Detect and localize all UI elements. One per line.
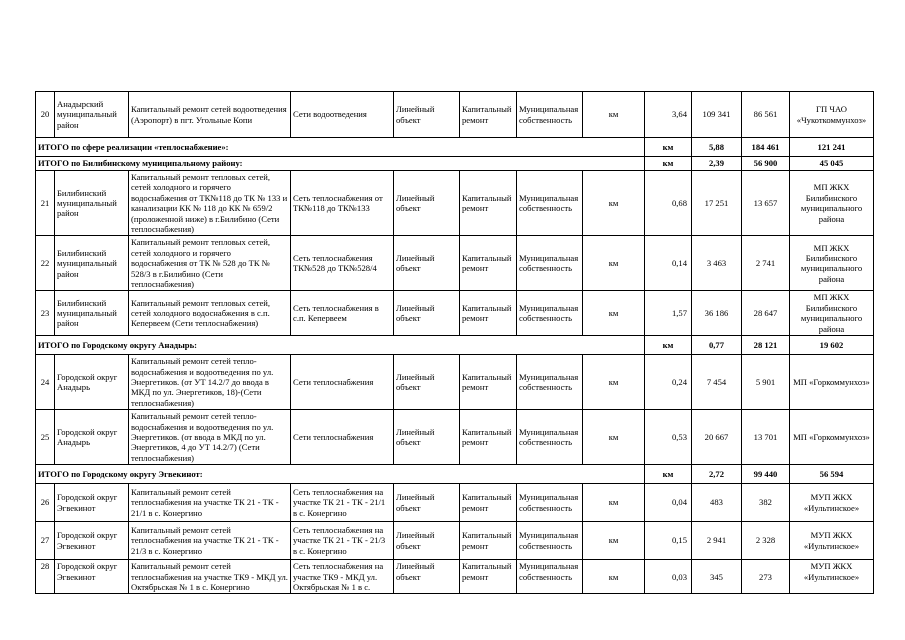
ownership-cell: Муниципальная собственность: [517, 522, 583, 560]
territory-cell: Билибинский муниципальный район: [55, 291, 129, 336]
object-type-cell: Линейный объект: [394, 171, 460, 236]
executor-cell: МП «Горкоммунхоз»: [790, 355, 874, 410]
unit-cell: км: [645, 336, 692, 355]
budget-cost-cell: 13 657: [742, 171, 790, 236]
row-number-cell: 24: [36, 355, 55, 410]
object-cell: Сети теплоснабжения: [291, 410, 394, 465]
total-cost-cell: 184 461: [742, 138, 790, 157]
budget-cost-cell: 273: [742, 560, 790, 594]
table-row: [36, 560, 874, 594]
row-number-cell: 23: [36, 291, 55, 336]
object-cell: Сеть теплоснабжения от ТК№118 до ТК№133: [291, 171, 394, 236]
budget-cost-cell: 45 045: [790, 157, 874, 171]
work-category-cell: Капитальный ремонт: [460, 484, 517, 522]
total-cost-cell: 20 667: [692, 410, 742, 465]
table-body: [36, 92, 874, 594]
work-description-cell: Капитальный ремонт сетей теплоснабжения на участке ТК 21 - ТК - 21/1 в с. Конергино: [129, 484, 291, 522]
unit-cell: км: [583, 291, 645, 336]
total-cost-cell: 109 341: [692, 92, 742, 138]
object-cell: Сеть теплоснабжения на участке ТК 21 - ТК - 21/1 в с. Конергино: [291, 484, 394, 522]
row-number-cell: 27: [36, 522, 55, 560]
length-cell: 0,24: [645, 355, 692, 410]
budget-cost-cell: 2 741: [742, 236, 790, 291]
unit-cell: км: [583, 560, 645, 594]
unit-cell: км: [583, 236, 645, 291]
unit-cell: км: [645, 157, 692, 171]
territory-cell: Городской округ Эгвекинот: [55, 484, 129, 522]
object-type-cell: Линейный объект: [394, 236, 460, 291]
ownership-cell: Муниципальная собственность: [517, 236, 583, 291]
territory-cell: Билибинский муниципальный район: [55, 171, 129, 236]
table-row: [36, 355, 874, 410]
budget-cost-cell: 382: [742, 484, 790, 522]
budget-cost-cell: 19 602: [790, 336, 874, 355]
work-category-cell: Капитальный ремонт: [460, 560, 517, 594]
total-cost-cell: 56 900: [742, 157, 790, 171]
unit-cell: км: [583, 410, 645, 465]
investment-program-table: [35, 91, 874, 594]
object-cell: Сеть теплоснабжения на участке ТК9 - МКД ул. Октябрьская № 1 в с.: [291, 560, 394, 594]
object-type-cell: Линейный объект: [394, 522, 460, 560]
length-cell: 2,39: [692, 157, 742, 171]
length-cell: 0,15: [645, 522, 692, 560]
total-cost-cell: 7 454: [692, 355, 742, 410]
budget-cost-cell: 56 594: [790, 465, 874, 484]
object-type-cell: Линейный объект: [394, 484, 460, 522]
table-row: [36, 522, 874, 560]
budget-cost-cell: 13 701: [742, 410, 790, 465]
row-number-cell: 25: [36, 410, 55, 465]
length-cell: 2,72: [692, 465, 742, 484]
subtotal-label: ИТОГО по Городскому округу Эгвекинот:: [36, 465, 645, 484]
executor-cell: МП ЖКХ Билибинского муниципального района: [790, 171, 874, 236]
row-number-cell: 20: [36, 92, 55, 138]
length-cell: 3,64: [645, 92, 692, 138]
length-cell: 0,68: [645, 171, 692, 236]
territory-cell: Анадырский муниципальный район: [55, 92, 129, 138]
executor-cell: МУП ЖКХ «Иультинское»: [790, 560, 874, 594]
row-number-cell: 26: [36, 484, 55, 522]
total-cost-cell: 345: [692, 560, 742, 594]
subtotal-label: ИТОГО по Городскому округу Анадырь:: [36, 336, 645, 355]
work-description-cell: Капитальный ремонт тепловых сетей, сетей холодного и горячего водоснабжения от ТК№118 до ТК № 133 и канализации КК № 118 до КК № 659/2 (проложенной ниже) в г.Билибино (Сети теплоснабжения): [129, 171, 291, 236]
territory-cell: Билибинский муниципальный район: [55, 236, 129, 291]
object-cell: Сеть теплоснабжения в с.п. Кепервеем: [291, 291, 394, 336]
unit-cell: км: [583, 92, 645, 138]
length-cell: 0,14: [645, 236, 692, 291]
ownership-cell: Муниципальная собственность: [517, 291, 583, 336]
work-description-cell: Капитальный ремонт сетей тепло-водоснабжения и водоотведения по ул. Энергетиков. (от УТ 14.2/7 до ввода в МКД по ул. Энергетиков, 18)-(Сети теплоснабжения): [129, 355, 291, 410]
subtotal-row: [36, 336, 874, 355]
ownership-cell: Муниципальная собственность: [517, 410, 583, 465]
budget-cost-cell: 86 561: [742, 92, 790, 138]
ownership-cell: Муниципальная собственность: [517, 171, 583, 236]
work-description-cell: Капитальный ремонт сетей теплоснабжения на участке ТК 21 - ТК - 21/3 в с. Конергино: [129, 522, 291, 560]
work-description-cell: Капитальный ремонт сетей теплоснабжения на участке ТК9 - МКД ул. Октябрьская № 1 в с. Конергино: [129, 560, 291, 594]
object-type-cell: Линейный объект: [394, 92, 460, 138]
unit-cell: км: [645, 138, 692, 157]
work-category-cell: Капитальный ремонт: [460, 522, 517, 560]
length-cell: 0,03: [645, 560, 692, 594]
unit-cell: км: [583, 522, 645, 560]
territory-cell: Городской округ Анадырь: [55, 410, 129, 465]
table-row: [36, 410, 874, 465]
executor-cell: МП ЖКХ Билибинского муниципального района: [790, 236, 874, 291]
work-category-cell: Капитальный ремонт: [460, 92, 517, 138]
total-cost-cell: 17 251: [692, 171, 742, 236]
object-type-cell: Линейный объект: [394, 355, 460, 410]
executor-cell: МП «Горкоммунхоз»: [790, 410, 874, 465]
length-cell: 5,88: [692, 138, 742, 157]
work-description-cell: Капитальный ремонт тепловых сетей, сетей холодного и горячего водоснабжения от ТК № 528 до ТК № 528/3 в г.Билибино (Сети теплоснабжения): [129, 236, 291, 291]
territory-cell: Городской округ Эгвекинот: [55, 560, 129, 594]
work-category-cell: Капитальный ремонт: [460, 410, 517, 465]
executor-cell: МП ЖКХ Билибинского муниципального района: [790, 291, 874, 336]
subtotal-row: [36, 138, 874, 157]
ownership-cell: Муниципальная собственность: [517, 484, 583, 522]
object-cell: Сети теплоснабжения: [291, 355, 394, 410]
work-description-cell: Капитальный ремонт сетей тепло-водоснабжения и водоотведения по ул. Энергетиков. (от ввода в МКД по ул. Энергетиков, 4 до УТ 14.2/7) (Сети теплоснабжения): [129, 410, 291, 465]
subtotal-row: [36, 157, 874, 171]
executor-cell: МУП ЖКХ «Иультинское»: [790, 484, 874, 522]
length-cell: 0,53: [645, 410, 692, 465]
total-cost-cell: 483: [692, 484, 742, 522]
object-cell: Сети водоотведения: [291, 92, 394, 138]
work-category-cell: Капитальный ремонт: [460, 355, 517, 410]
budget-cost-cell: 121 241: [790, 138, 874, 157]
total-cost-cell: 99 440: [742, 465, 790, 484]
work-category-cell: Капитальный ремонт: [460, 291, 517, 336]
unit-cell: км: [583, 484, 645, 522]
executor-cell: ГП ЧАО «Чукоткоммунхоз»: [790, 92, 874, 138]
subtotal-label: ИТОГО по Билибинскому муниципальному району:: [36, 157, 645, 171]
row-number-cell: 21: [36, 171, 55, 236]
table-row: [36, 236, 874, 291]
unit-cell: км: [583, 171, 645, 236]
table-row: [36, 171, 874, 236]
total-cost-cell: 28 121: [742, 336, 790, 355]
length-cell: 1,57: [645, 291, 692, 336]
territory-cell: Городской округ Эгвекинот: [55, 522, 129, 560]
budget-cost-cell: 28 647: [742, 291, 790, 336]
object-type-cell: Линейный объект: [394, 291, 460, 336]
object-type-cell: Линейный объект: [394, 410, 460, 465]
work-description-cell: Капитальный ремонт тепловых сетей, сетей холодного водоснабжения в с.п. Кепервеем (Сети теплоснабжения): [129, 291, 291, 336]
budget-cost-cell: 2 328: [742, 522, 790, 560]
table-row: [36, 291, 874, 336]
subtotal-row: [36, 465, 874, 484]
unit-cell: км: [645, 465, 692, 484]
row-number-cell: 22: [36, 236, 55, 291]
subtotal-label: ИТОГО по сфере реализации «теплоснабжение»:: [36, 138, 645, 157]
length-cell: 0,04: [645, 484, 692, 522]
work-category-cell: Капитальный ремонт: [460, 171, 517, 236]
unit-cell: км: [583, 355, 645, 410]
ownership-cell: Муниципальная собственность: [517, 92, 583, 138]
table-row: [36, 484, 874, 522]
total-cost-cell: 3 463: [692, 236, 742, 291]
ownership-cell: Муниципальная собственность: [517, 355, 583, 410]
work-category-cell: Капитальный ремонт: [460, 236, 517, 291]
ownership-cell: Муниципальная собственность: [517, 560, 583, 594]
executor-cell: МУП ЖКХ «Иультинское»: [790, 522, 874, 560]
budget-cost-cell: 5 901: [742, 355, 790, 410]
object-cell: Сеть теплоснабжения ТК№528 до ТК№528/4: [291, 236, 394, 291]
length-cell: 0,77: [692, 336, 742, 355]
object-cell: Сеть теплоснабжения на участке ТК 21 - ТК - 21/3 в с. Конергино: [291, 522, 394, 560]
territory-cell: Городской округ Анадырь: [55, 355, 129, 410]
object-type-cell: Линейный объект: [394, 560, 460, 594]
work-description-cell: Капитальный ремонт сетей водоотведения (Аэропорт) в пгт. Угольные Копи: [129, 92, 291, 138]
row-number-cell: 28: [36, 560, 55, 594]
table-row: [36, 92, 874, 138]
total-cost-cell: 36 186: [692, 291, 742, 336]
total-cost-cell: 2 941: [692, 522, 742, 560]
